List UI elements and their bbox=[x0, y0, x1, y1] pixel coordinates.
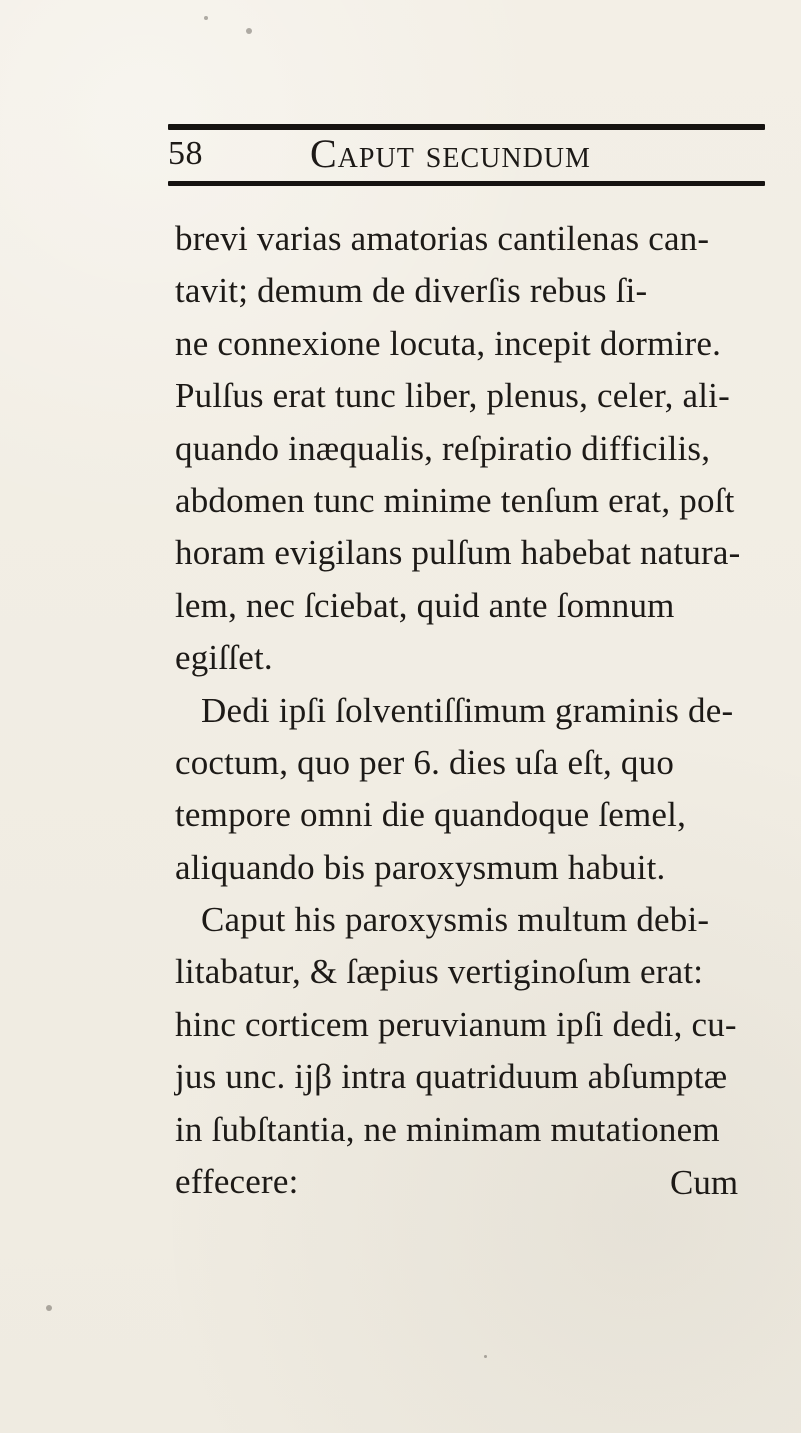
text-line: Dedi ipſi ſolventiſſimum graminis de- bbox=[201, 690, 734, 730]
text-line: egiſſet. bbox=[175, 638, 273, 678]
text-line: in ſubſtantia, ne minimam mutationem bbox=[175, 1109, 720, 1149]
page-number: 58 bbox=[168, 135, 203, 172]
text-line: jus unc. ijβ intra quatriduum abſumptæ bbox=[175, 1057, 728, 1097]
body-text bbox=[175, 213, 775, 1208]
text-line: brevi varias amatorias cantilenas can- bbox=[175, 219, 710, 258]
catchword: Cum bbox=[670, 1163, 739, 1202]
text-line: effecere: bbox=[175, 1162, 299, 1202]
page-header bbox=[168, 131, 768, 176]
text-line: tempore omni die quandoque ſemel, bbox=[175, 795, 687, 835]
text-line: ne connexione locuta, incepit dormire. bbox=[175, 323, 722, 363]
text-line: hinc corticem peruvianum ipſi dedi, cu- bbox=[175, 1004, 737, 1044]
text-line: lem, nec ſciebat, quid ante ſomnum bbox=[175, 585, 675, 625]
paper-speck bbox=[484, 1355, 487, 1358]
header-bottom-rule bbox=[168, 181, 765, 186]
text-line: aliquando bis paroxysmum habuit. bbox=[175, 847, 666, 887]
paper-speck bbox=[46, 1305, 52, 1311]
paper-speck bbox=[204, 16, 208, 20]
running-head: Caput secundum bbox=[310, 131, 591, 176]
header-top-rule bbox=[168, 124, 765, 130]
text-line: Caput his paroxysmis multum debi- bbox=[201, 900, 710, 940]
text-line: Pulſus erat tunc liber, plenus, celer, ali- bbox=[175, 376, 730, 416]
text-line: quando inæqualis, reſpiratio difficilis, bbox=[175, 428, 711, 468]
paper-speck bbox=[246, 28, 252, 34]
text-line: tavit; demum de diverſis rebus ſi- bbox=[175, 271, 648, 311]
text-line: abdomen tunc minime tenſum erat, poſt bbox=[175, 480, 735, 520]
text-line: litabatur, & ſæpius vertiginoſum erat: bbox=[175, 952, 704, 992]
text-line: coctum, quo per 6. dies uſa eſt, quo bbox=[175, 742, 675, 782]
text-line: horam evigilans pulſum habebat natura- bbox=[175, 533, 741, 573]
